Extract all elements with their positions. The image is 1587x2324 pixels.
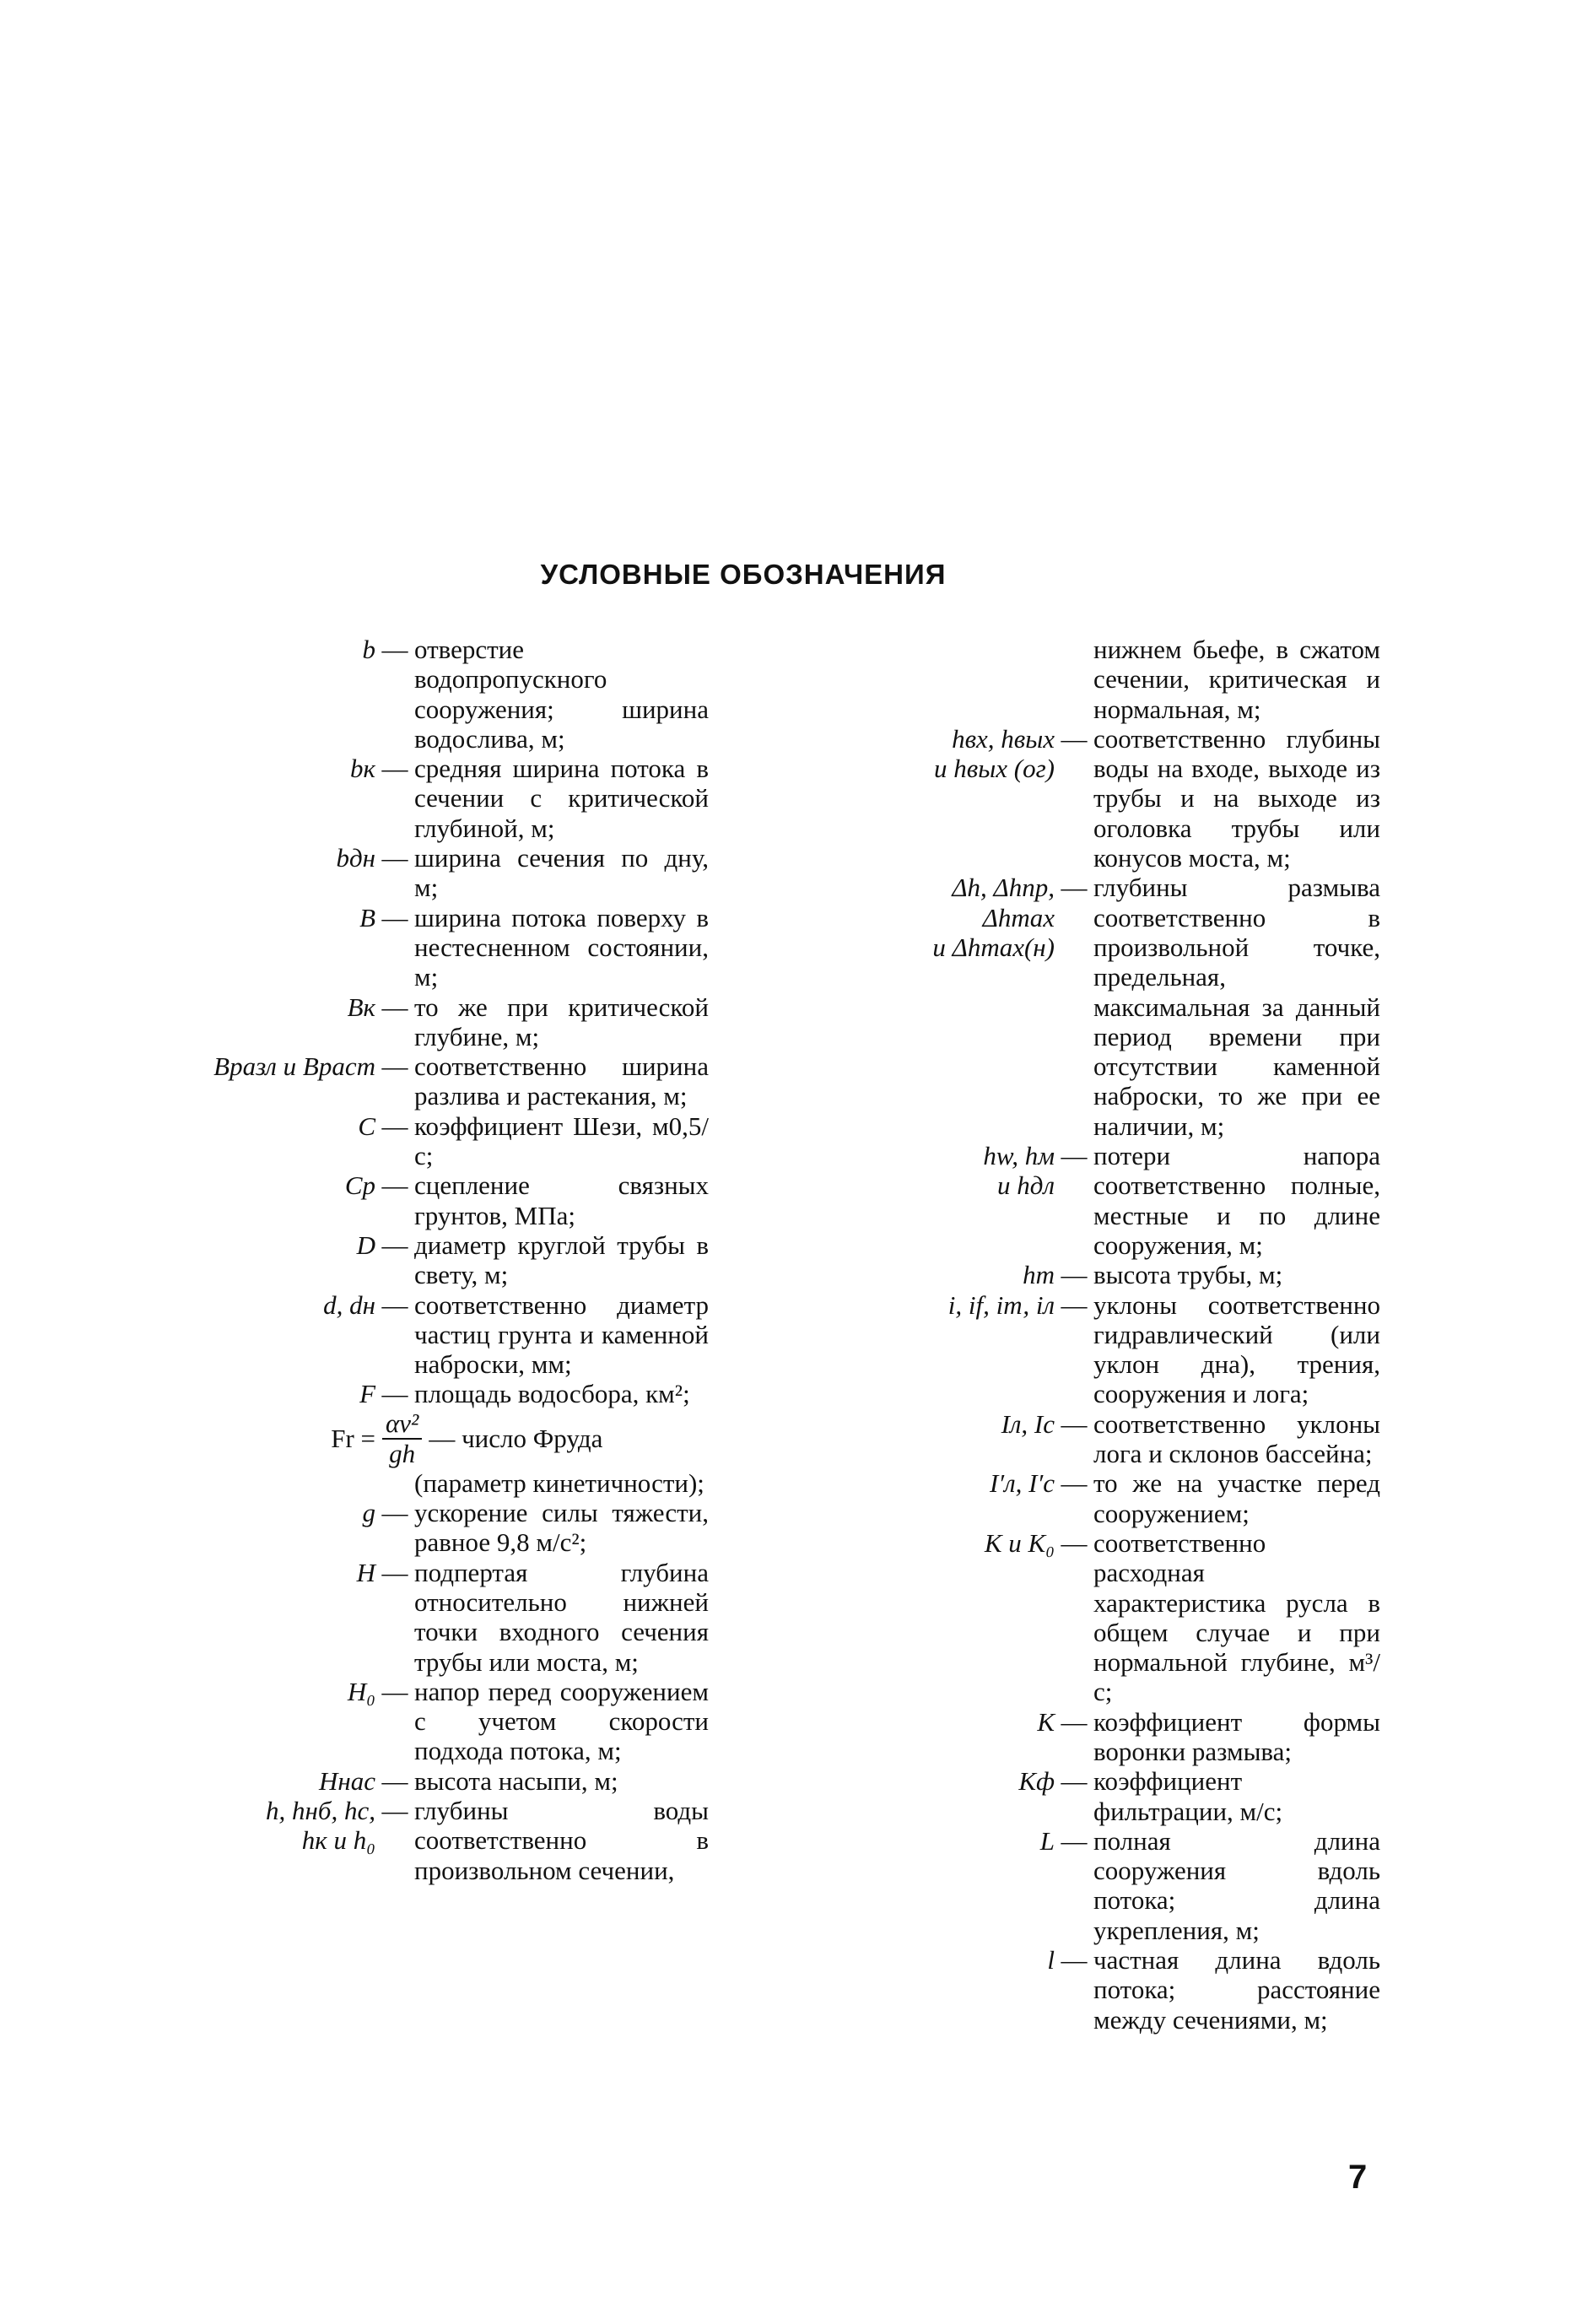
symbol: Bк — [347, 992, 375, 1022]
list-item: i, if, iт, iл — уклоны соответственно гидравлический (или уклон дна), трения, сооружения и лога; — [810, 1290, 1380, 1409]
definition: соответственно уклоны лога и склонов бассейна; — [1093, 1408, 1380, 1469]
definition: отверстие водопропускного сооружения; ширина водослива, м; — [414, 635, 709, 754]
list-item: K — коэффициент формы воронки размыва; — [810, 1707, 1380, 1767]
definition: высота трубы, м; — [1093, 1260, 1283, 1290]
definition: ширина сечения по дну, м; — [414, 843, 709, 903]
symbol: D — [356, 1230, 375, 1260]
definition: то же на участке перед сооружением; — [1093, 1468, 1380, 1528]
definition: полная длина сооружения вдоль потока; длина укрепления, м; — [1093, 1825, 1380, 1945]
list-item: H₀ — напор перед сооружением с учетом скорости подхода потока, м; — [118, 1677, 709, 1766]
symbol-line-2: и hвых (ог) — [934, 754, 1055, 784]
list-item: L — полная длина сооружения вдоль потока; длина укрепления, м; — [810, 1826, 1380, 1945]
list-item: F — площадь водосбора, км²; — [118, 1379, 709, 1408]
list-item: g — ускорение силы тяжести, равное 9,8 м/с²; — [118, 1498, 709, 1558]
definition: нижнем бьефе, в сжатом сечении, критическая и нормальная, м; — [1093, 635, 1380, 724]
list-item-continuation — [810, 635, 1380, 724]
definition: соответственно расходная характеристика русла в общем случае и при нормальной глубине, м³/с; — [1093, 1527, 1380, 1707]
page-number: 7 — [1348, 2159, 1368, 2196]
list-item: Iл, Iс — соответственно уклоны лога и склонов бассейна; — [810, 1409, 1380, 1469]
symbol: C — [358, 1111, 375, 1141]
symbol: g — [362, 1498, 375, 1528]
list-item: bк — средняя ширина потока в сечении с критической глубиной, м; — [118, 754, 709, 843]
symbol: F — [359, 1379, 375, 1409]
left-column — [118, 635, 709, 1885]
symbol-line-2: и hдл — [997, 1170, 1055, 1201]
list-item: hw, hм и hдл — потери напора соответственно полные, местные и по длине сооружения, м; — [983, 1141, 1380, 1260]
right-column — [810, 635, 1380, 2035]
symbol: Iл, Iс — [1001, 1408, 1055, 1439]
list-item-froude — [118, 1409, 709, 1498]
symbol: B — [359, 902, 375, 932]
fraction-numerator: αv² — [382, 1409, 422, 1440]
symbol: bдн — [336, 843, 375, 873]
list-item: D — диаметр круглой трубы в свету, м; — [118, 1230, 709, 1290]
list-item: Kф — коэффициент фильтрации, м/с; — [810, 1766, 1380, 1826]
symbol: l — [1047, 1945, 1055, 1975]
list-item: Bк — то же при критической глубине, м; — [118, 992, 709, 1052]
symbol: h, hнб, hс, — [266, 1795, 375, 1825]
symbol: hw, hм — [983, 1141, 1055, 1171]
definition: напор перед сооружением с учетом скорости подхода потока, м; — [414, 1676, 709, 1766]
symbol: i, if, iт, iл — [947, 1289, 1055, 1320]
list-item: Bразл и Bраст — соответственно ширина разлива и растекания, м; — [118, 1051, 709, 1111]
definition: соответственно диаметр частиц грунта и каменной наброски, мм; — [414, 1289, 709, 1380]
symbol: Kф — [1018, 1766, 1055, 1797]
list-item: l — частная длина вдоль потока; расстояние между сечениями, м; — [810, 1945, 1380, 2035]
symbol: H₀ — [347, 1676, 375, 1706]
symbol: Cр — [344, 1170, 375, 1201]
list-item: Δh, Δhпр, Δhmax и Δhmax(н) — глубины размыва соответственно в произвольной точке, предельная, максимальная за данный период времени при отсутствии каменной наброски, то же при ее наличии, м; — [932, 873, 1380, 1141]
list-item: I′л, I′с — то же на участке перед сооружением; — [810, 1468, 1380, 1528]
definition: глубины размыва соответственно в произвольной точке, предельная, максимальная за данный период времени при отсутствии каменной наброски, то же при ее наличии, м; — [1093, 873, 1380, 1141]
symbol: Hнас — [318, 1765, 375, 1796]
definition: площадь водосбора, км²; — [414, 1379, 690, 1409]
symbol-line-2: hк и h₀ — [301, 1825, 375, 1856]
list-item: hт — высота трубы, м; — [810, 1260, 1380, 1289]
symbol: hт — [1023, 1260, 1055, 1290]
definition: сцепление связных грунтов, МПа; — [414, 1170, 709, 1230]
list-item: Cр — сцепление связных грунтов, МПа; — [118, 1170, 709, 1230]
symbol: b — [362, 635, 375, 664]
definition: уклоны соответственно гидравлический (или уклон дна), трения, сооружения и лога; — [1093, 1289, 1380, 1409]
list-item: Hнас — высота насыпи, м; — [118, 1766, 709, 1796]
definition: соответственно глубины воды на входе, выходе из трубы и на выходе из оголовка трубы или конусов моста, м; — [1093, 723, 1380, 873]
list-item: H — подпертая глубина относительно нижней точки входного сечения трубы или моста, м; — [118, 1558, 709, 1677]
definition: то же при критической глубине, м; — [414, 992, 709, 1051]
list-item: bдн — ширина сечения по дну, м; — [118, 843, 709, 903]
list-item: C — коэффициент Шези, м0,5/с; — [118, 1111, 709, 1171]
list-item: hвх, hвых и hвых (ог) — соответственно глубины воды на входе, выходе из трубы и на выходе из оголовка трубы или конусов моста, м; — [934, 723, 1380, 873]
definition: диаметр круглой трубы в свету, м; — [414, 1230, 709, 1290]
definition: (параметр кинетичности); — [414, 1467, 704, 1498]
symbol: K и K₀ — [984, 1527, 1055, 1558]
symbol: hвх, hвых — [952, 723, 1055, 754]
definition: глубины воды соответственно в произвольном сечении, — [414, 1795, 709, 1885]
symbol: K — [1037, 1706, 1055, 1737]
froude-fraction — [382, 1409, 422, 1468]
definition: — число Фруда — [429, 1424, 603, 1454]
definition: высота насыпи, м; — [414, 1765, 618, 1796]
symbol-line-2: Δhmax — [982, 902, 1055, 932]
symbol: d, dн — [323, 1289, 375, 1320]
symbol: I′л, I′с — [990, 1468, 1055, 1499]
definition: коэффициент Шези, м0,5/с; — [414, 1111, 709, 1171]
definition: ширина потока поверху в нестесненном состоянии, м; — [414, 902, 709, 992]
list-item: h, hнб, hс, hк и h₀ — глубины воды соответственно в произвольном сечении, — [266, 1795, 709, 1885]
list-item: b — отверстие водопропускного сооружения; ширина водослива, м; — [118, 635, 709, 754]
symbol: bк — [349, 754, 375, 784]
definition: потери напора соответственно полные, местные и по длине сооружения, м; — [1093, 1141, 1380, 1260]
definition: коэффициент фильтрации, м/с; — [1093, 1766, 1283, 1826]
symbol: Fr = — [331, 1424, 375, 1454]
symbol: L — [1039, 1825, 1055, 1856]
symbol: H — [356, 1557, 375, 1587]
definition: соответственно ширина разлива и растекания, м; — [414, 1051, 709, 1111]
definition: подпертая глубина относительно нижней точки входного сечения трубы или моста, м; — [414, 1557, 709, 1677]
fraction-denominator: gh — [389, 1438, 416, 1468]
definition: средняя ширина потока в сечении с критической глубиной, м; — [414, 754, 709, 843]
list-item: K и K₀ — соответственно расходная характеристика русла в общем случае и при нормальной глубине, м³/с; — [810, 1528, 1380, 1707]
page-title: УСЛОВНЫЕ ОБОЗНАЧЕНИЯ — [540, 559, 947, 590]
symbol-line-3: и Δhmax(н) — [932, 932, 1055, 962]
definition: коэффициент формы воронки размыва; — [1093, 1706, 1380, 1766]
definition: частная длина вдоль потока; расстояние между сечениями, м; — [1093, 1945, 1380, 2035]
symbol: Δh, Δhпр, — [952, 873, 1055, 903]
list-item: B — ширина потока поверху в нестесненном состоянии, м; — [118, 903, 709, 992]
definition: ускорение силы тяжести, равное 9,8 м/с²; — [414, 1498, 709, 1558]
symbol: Bразл и Bраст — [213, 1051, 375, 1082]
list-item: d, dн — соответственно диаметр частиц грунта и каменной наброски, мм; — [118, 1290, 709, 1380]
